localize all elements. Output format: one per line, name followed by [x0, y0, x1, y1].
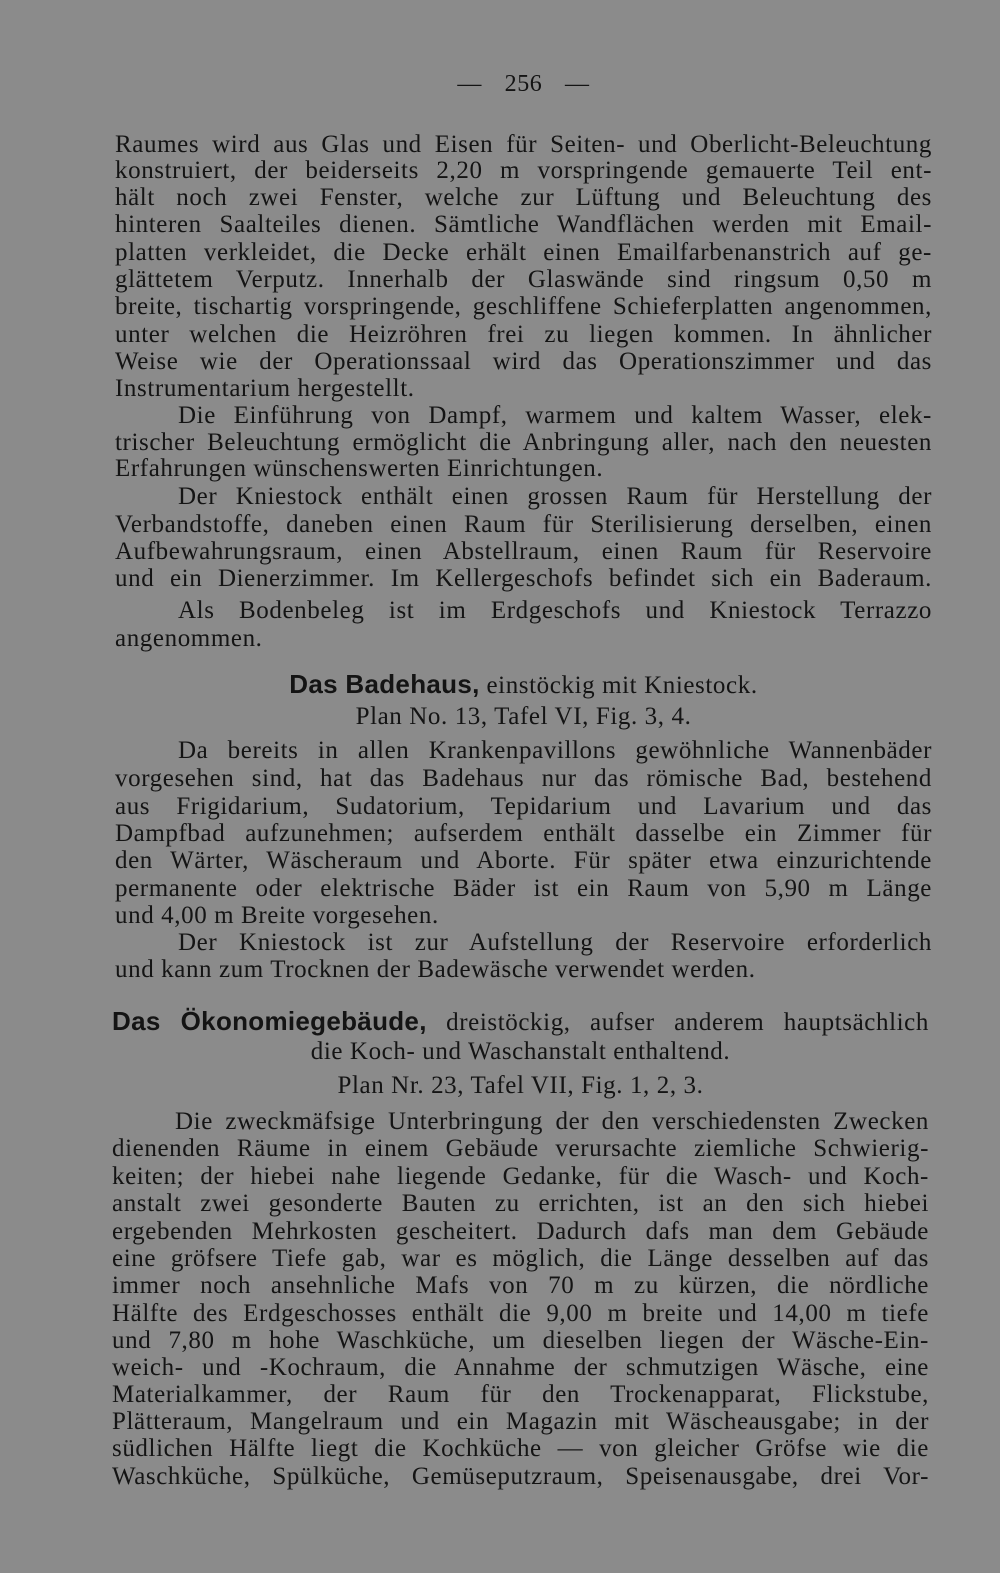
text-line: Verbandstoffe, daneben einen Raum für Sterilisierung derselben, einen: [115, 511, 932, 538]
text-line: Waschküche, Spülküche, Gemüseputzraum, Speisenausgabe, drei Vor-: [112, 1463, 929, 1490]
text-line: Der Kniestock enthält einen grossen Raum für Herstellung der: [178, 483, 932, 510]
text-line: Weise wie der Operationssaal wird das Operationszimmer und das: [115, 348, 932, 375]
text-line: Plätteraum, Mangelraum und ein Magazin mit Wäscheausgabe; in der: [112, 1408, 929, 1435]
text-line: immer noch ansehnliche Mafs von 70 m zu kürzen, die nördliche: [112, 1272, 929, 1299]
text-line: platten verkleidet, die Decke erhält einen Emailfarbenanstrich auf ge-: [115, 239, 932, 266]
text-line: konstruiert, der beiderseits 2,20 m vorspringende gemauerte Teil ent-: [115, 157, 932, 184]
text-line: Der Kniestock ist zur Aufstellung der Reservoire erforderlich: [178, 929, 932, 956]
text-line: Dampfbad aufzunehmen; aufserdem enthält dasselbe ein Zimmer für: [115, 820, 932, 847]
plan-reference: Plan No. 13, Tafel VI, Fig. 3, 4.: [355, 703, 692, 730]
section-subtitle: dreistöckig, aufser anderem hauptsächlich: [446, 1009, 929, 1036]
text-line: Instrumentarium hergestellt.: [115, 375, 415, 402]
text-line: und kann zum Trocknen der Badewäsche verwendet werden.: [115, 956, 756, 983]
section-title: Das Ökonomiegebäude,: [112, 1006, 427, 1036]
text-line: permanente oder elektrische Bäder ist ein Raum von 5,90 m Länge: [115, 875, 932, 902]
text-line: Die Einführung von Dampf, warmem und kaltem Wasser, elek-: [178, 402, 932, 429]
section-heading-badehaus: [115, 670, 932, 698]
text-line: unter welchen die Heizröhren frei zu liegen kommen. In ähnlicher: [115, 321, 932, 348]
text-line: Hälfte des Erdgeschosses enthält die 9,00 m breite und 14,00 m tiefe: [112, 1300, 929, 1327]
text-line: Die zweckmäfsige Unterbringung der den verschiedensten Zwecken: [175, 1108, 929, 1135]
plan-reference: Plan Nr. 23, Tafel VII, Fig. 1, 2, 3.: [337, 1072, 704, 1099]
section-title: Das Badehaus,: [289, 669, 480, 699]
text-line: eine gröfsere Tiefe gab, war es möglich, die Länge desselben auf das: [112, 1245, 929, 1272]
text-line: Raumes wird aus Glas und Eisen für Seiten- und Oberlicht-Beleuchtung: [115, 131, 932, 158]
text-line: südlichen Hälfte liegt die Kochküche — von gleicher Gröfse wie die: [112, 1435, 929, 1462]
text-line: den Wärter, Wäscheraum und Aborte. Für später etwa einzurichtende: [115, 847, 932, 874]
text-line: Als Bodenbeleg ist im Erdgeschofs und Kniestock Terrazzo: [178, 597, 932, 624]
text-line: dienenden Räume in einem Gebäude verursachte ziemliche Schwierig-: [112, 1135, 929, 1162]
page-number: — 256 —: [457, 71, 590, 97]
text-line: weich- und -Kochraum, die Annahme der schmutzigen Wäsche, eine: [112, 1354, 929, 1381]
text-line: und 4,00 m Breite vorgesehen.: [115, 902, 439, 929]
section-subtitle: einstöckig mit Kniestock.: [486, 672, 758, 699]
text-line: hinteren Saalteiles dienen. Sämtliche Wandflächen werden mit Email-: [115, 211, 932, 238]
text-line: keiten; der hiebei nahe liegende Gedanke, für die Wasch- und Koch-: [112, 1163, 929, 1190]
text-line: hält noch zwei Fenster, welche zur Lüftung und Beleuchtung des: [115, 184, 932, 211]
text-line: trischer Beleuchtung ermöglicht die Anbringung aller, nach den neuesten: [115, 429, 932, 456]
text-line: Da bereits in allen Krankenpavillons gewöhnliche Wannenbäder: [178, 737, 932, 764]
text-line: breite, tischartig vorspringende, geschliffene Schieferplatten angenommen,: [115, 293, 932, 320]
text-line: Erfahrungen wünschenswerten Einrichtungen.: [115, 455, 604, 482]
text-line: Aufbewahrungsraum, einen Abstellraum, einen Raum für Reservoire: [115, 538, 932, 565]
text-line: und ein Dienerzimmer. Im Kellergeschofs befindet sich ein Baderaum.: [115, 565, 932, 592]
text-line: glättetem Verputz. Innerhalb der Glaswände sind ringsum 0,50 m: [115, 266, 932, 293]
text-line: Materialkammer, der Raum für den Trockenapparat, Flickstube,: [112, 1381, 929, 1408]
text-line: aus Frigidarium, Sudatorium, Tepidarium und Lavarium und das: [115, 793, 932, 820]
text-line: vorgesehen sind, hat das Badehaus nur das römische Bad, bestehend: [115, 765, 932, 792]
text-line: angenommen.: [115, 625, 263, 652]
text-line: und 7,80 m hohe Waschküche, um dieselben liegen der Wäsche-Ein-: [112, 1327, 929, 1354]
text-line: anstalt zwei gesonderte Bauten zu errichten, ist an den sich hiebei: [112, 1190, 929, 1217]
section-heading-oekonomiegebaeude: [112, 1007, 929, 1035]
section-subtitle: die Koch- und Waschanstalt enthaltend.: [310, 1038, 731, 1065]
text-line: ergebenden Mehrkosten gescheitert. Dadurch dafs man dem Gebäude: [112, 1218, 929, 1245]
